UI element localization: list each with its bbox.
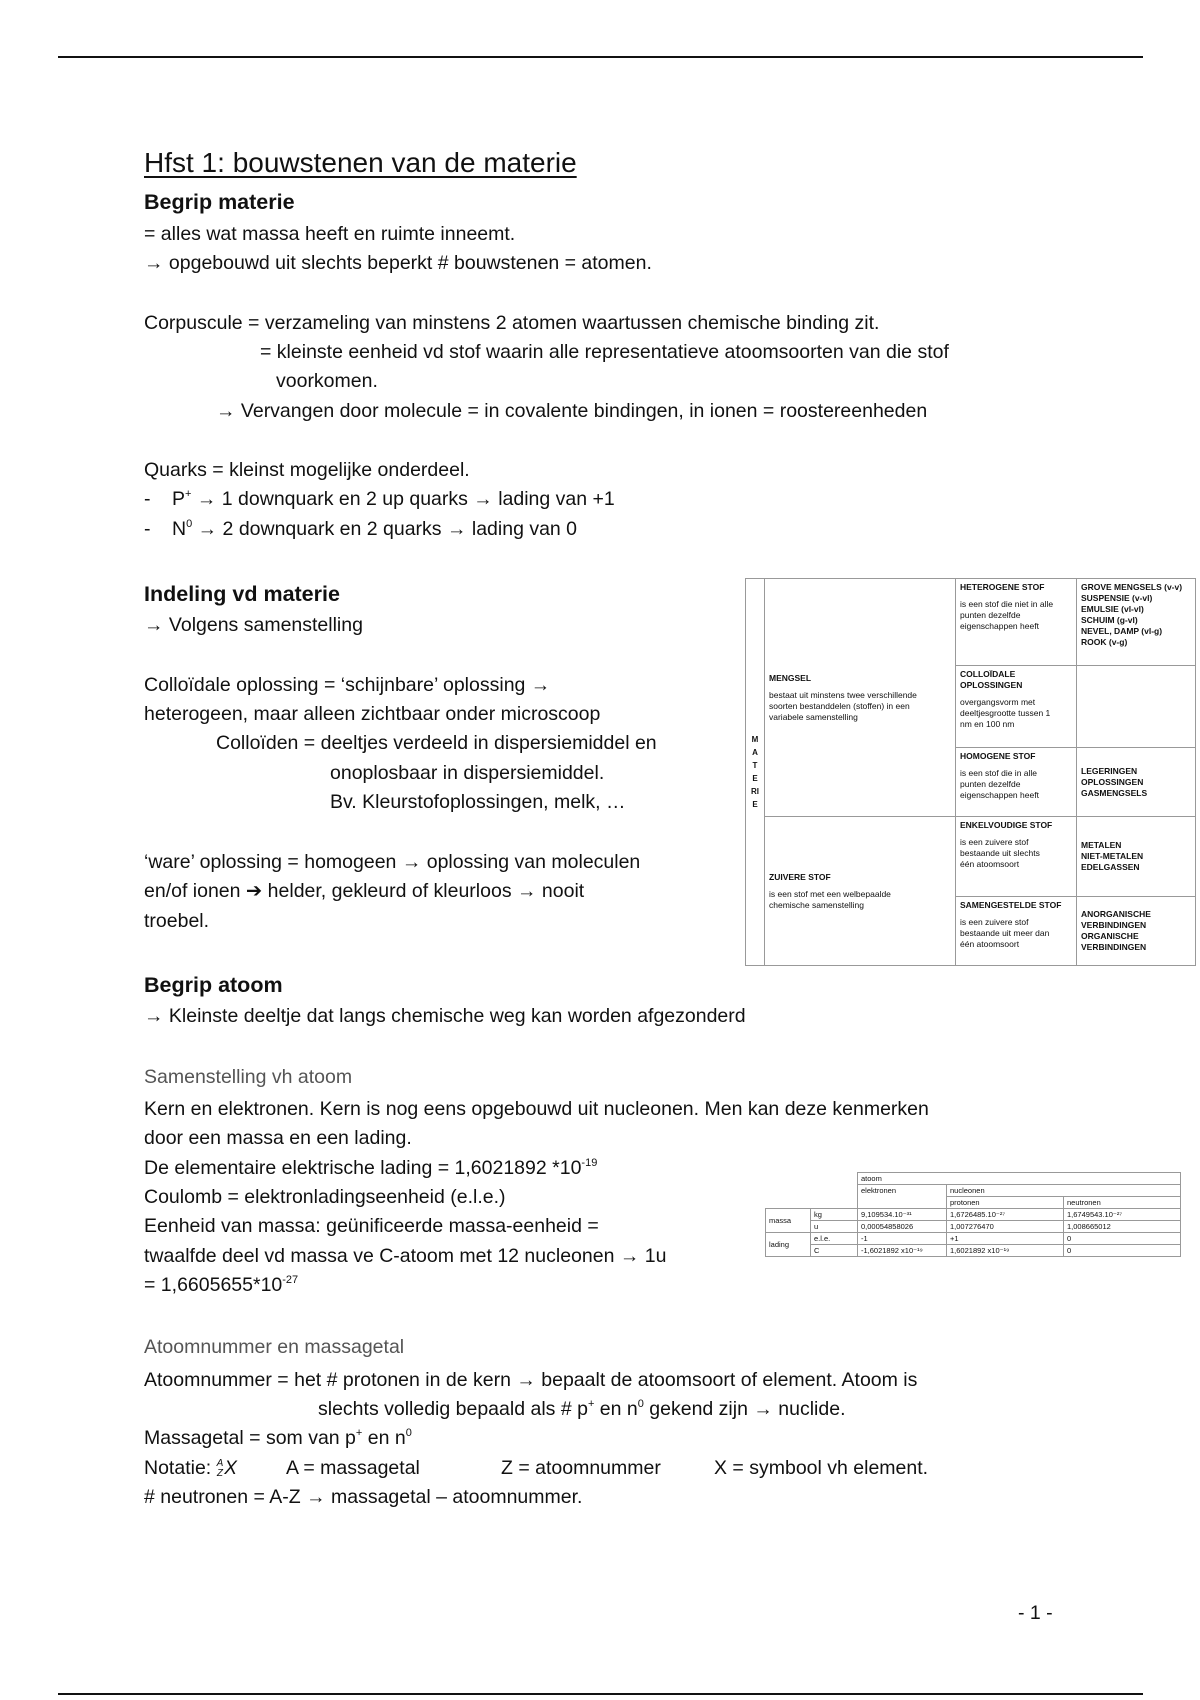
table-cell: 1,008665012 (1064, 1221, 1181, 1233)
heterogeen-cell (956, 579, 1077, 666)
neutronen-line: # neutronen = A-Z → massagetal – atoomnummer. (144, 1486, 583, 1508)
colloid-line-2: heterogeen, maar alleen zichtbaar onder microscoop (144, 703, 601, 725)
sup: + (587, 1398, 595, 1410)
table-cell: 0 (1064, 1233, 1181, 1245)
notatie-line (144, 1454, 929, 1483)
table-cell: +1 (947, 1233, 1064, 1245)
atoomnummer-line-1: Atoomnummer = het # protonen in de kern → bepaalt de atoomsoort of element. Atoom is (144, 1369, 918, 1391)
text: en n (362, 1427, 406, 1449)
samen-cell (956, 897, 1077, 966)
sup: + (355, 1427, 363, 1439)
neutron-text: → 2 downquark en 2 quarks → lading van 0 (192, 518, 578, 540)
samenstelling-line-4: Coulomb = elektronladingseenheid (e.l.e.) (144, 1186, 506, 1208)
corpuscule-line-3: voorkomen. (276, 370, 378, 392)
x-label: X = symbool vh element. (714, 1457, 929, 1479)
enkel-items (1077, 817, 1196, 897)
samen-title: SAMENGESTELDE STOF (960, 900, 1062, 910)
massa-eenheid-exponent: -27 (282, 1274, 299, 1286)
proton-charge: + (185, 488, 192, 500)
table-cell: 0,00054858026 (858, 1221, 947, 1233)
list-item: METALEN (1081, 840, 1122, 850)
samenstelling-line-5: Eenheid van massa: geünificeerde massa-eenheid = (144, 1215, 599, 1237)
lading-text: De elementaire elektrische lading = 1,6021892 *10 (144, 1157, 582, 1179)
table-cell: 1,6726485.10⁻²⁷ (947, 1209, 1064, 1221)
table-cell: -1 (858, 1233, 947, 1245)
z-label: Z = atoomnummer (501, 1457, 661, 1479)
table-cell: protonen (947, 1197, 1064, 1209)
list-item: OPLOSSINGEN (1081, 776, 1144, 787)
table-cell: 1,007276470 (947, 1221, 1064, 1233)
heterogeen-items (1077, 579, 1196, 666)
materie-vertical-text: MATERIE (751, 735, 759, 809)
top-rule (58, 56, 1143, 58)
nuclide-notation (217, 1454, 237, 1483)
table-cell: neutronen (1064, 1197, 1181, 1209)
notation-x: X (224, 1458, 237, 1479)
corpuscule-line-2: = kleinste eenheid vd stof waarin alle representatieve atoomsoorten van die stof (260, 341, 949, 363)
colloid-line-4: onoplosbaar in dispersiemiddel. (330, 762, 605, 784)
lading-exponent: -19 (581, 1157, 598, 1169)
zuivere-cell (765, 817, 956, 966)
table-cell: kg (811, 1209, 858, 1221)
a-label: A = massagetal (286, 1457, 420, 1479)
table-cell (811, 1173, 858, 1185)
colloid-desc: overgangsvorm met deeltjesgrootte tussen 1 nm en 100 nm (960, 697, 1051, 729)
list-item: ANORGANISCHE VERBINDINGEN (1081, 909, 1151, 930)
zuivere-desc: is een stof met een welbepaalde chemische samenstelling (769, 888, 891, 910)
zuivere-title: ZUIVERE STOF (769, 871, 831, 882)
colloid-line-3: Colloïden = deeltjes verdeeld in dispersiemiddel en (216, 732, 657, 754)
quarks-bullet-proton (144, 485, 615, 514)
chapter-heading: Hfst 1: bouwstenen van de materie (144, 147, 577, 178)
colloid-line-1: Colloïdale oplossing = ‘schijnbare’ oplossing → (144, 674, 551, 696)
sup: 0 (405, 1427, 412, 1439)
list-item: SUSPENSIE (v-vl) (1081, 593, 1153, 603)
enkel-desc: is een zuivere stof bestaande uit slechts één atoomsoort (960, 837, 1040, 869)
samenstelling-line-6: twaalfde deel vd massa ve C-atoom met 12 nucleonen → 1u (144, 1245, 667, 1267)
heterogeen-title: HETEROGENE STOF (960, 582, 1045, 592)
list-item: ROOK (v-g) (1081, 637, 1128, 647)
materie-classification-table (745, 578, 1196, 966)
table-row (766, 1233, 1181, 1245)
notation-z: Z (216, 1467, 224, 1479)
sup: 0 (637, 1398, 644, 1410)
bottom-rule (58, 1693, 1143, 1695)
table-cell (766, 1173, 811, 1185)
table-cell: C (811, 1245, 858, 1257)
homogeen-title: HOMOGENE STOF (960, 751, 1036, 761)
table-cell: massa (766, 1209, 811, 1233)
page-number: - 1 - (1018, 1602, 1053, 1624)
samenstelling-line-3 (144, 1154, 597, 1183)
proton-text: → 1 downquark en 2 up quarks → lading van +1 (191, 488, 615, 510)
table-cell (766, 1185, 811, 1197)
samen-items (1077, 897, 1196, 966)
massa-eenheid-text: = 1,6605655*10 (144, 1274, 283, 1296)
table-cell: 9,109534.10⁻³¹ (858, 1209, 947, 1221)
samenstelling-line-7 (144, 1271, 298, 1300)
samenstelling-line-2: door een massa en een lading. (144, 1127, 412, 1149)
colloid-items (1077, 666, 1196, 748)
section-title-atoom: Begrip atoom (144, 973, 283, 997)
subsection-title-atoomnummer: Atoomnummer en massagetal (144, 1336, 405, 1358)
table-row (766, 1245, 1181, 1257)
table-cell: 0 (1064, 1245, 1181, 1257)
table-row (766, 1221, 1181, 1233)
table-cell (766, 1197, 811, 1209)
ware-line-3: troebel. (144, 910, 210, 932)
corpuscule-line-4: → Vervangen door molecule = in covalente bindingen, in ionen = roostereenheden (216, 400, 928, 422)
list-item: GROVE MENGSELS (v-v) (1081, 582, 1183, 592)
list-item: LEGERINGEN (1081, 765, 1138, 776)
massagetal-line (144, 1424, 412, 1453)
section-title-indeling: Indeling vd materie (144, 582, 340, 606)
indeling-line-1: → Volgens samenstelling (144, 614, 363, 636)
table-cell (811, 1185, 858, 1197)
ware-line-2: en/of ionen ➔ helder, gekleurd of kleurloos → nooit (144, 880, 585, 902)
mengsel-desc: bestaat uit minstens twee verschillende soorten bestanddelen (stoffen) in een variabele samenstelling (769, 689, 917, 722)
list-item: SCHUIM (g-vl) (1081, 615, 1138, 625)
materie-line-2: → opgebouwd uit slechts beperkt # bouwstenen = atomen. (144, 252, 652, 274)
table-cell: 1,6749543.10⁻²⁷ (1064, 1209, 1181, 1221)
quarks-bullet-neutron (144, 515, 578, 544)
text: slechts volledig bepaald als # p (318, 1398, 588, 1420)
table-cell: 1,6021892 x10⁻¹⁹ (947, 1245, 1064, 1257)
ware-line-1: ‘ware’ oplossing = homogeen → oplossing van moleculen (144, 851, 641, 873)
colloid-title: COLLOÏDALE OPLOSSINGEN (960, 669, 1023, 690)
proton-symbol: P (172, 488, 186, 510)
homogeen-desc: is een stof die in alle punten dezelfde eigenschappen heeft (960, 768, 1039, 800)
mengsel-title: MENGSEL (769, 672, 812, 683)
table-row (766, 1209, 1181, 1221)
table-cell: elektronen (858, 1185, 947, 1209)
table-cell: lading (766, 1233, 811, 1257)
neutron-symbol: N (172, 518, 187, 540)
particle-table (765, 1172, 1181, 1257)
table-cell: -1,6021892 x10⁻¹⁹ (858, 1245, 947, 1257)
colloid-cell (956, 666, 1077, 748)
atoom-line-1: → Kleinste deeltje dat langs chemische weg kan worden afgezonderd (144, 1005, 746, 1027)
corpuscule-line-1: Corpuscule = verzameling van minstens 2 atomen waartussen chemische binding zit. (144, 312, 880, 334)
samenstelling-line-1: Kern en elektronen. Kern is nog eens opgebouwd uit nucleonen. Men kan deze kenmerken (144, 1098, 929, 1120)
list-item: NEVEL, DAMP (vl-g) (1081, 626, 1163, 636)
list-item: ORGANISCHE VERBINDINGEN (1081, 931, 1147, 952)
colloid-line-5: Bv. Kleurstofoplossingen, melk, … (330, 791, 626, 813)
enkel-title: ENKELVOUDIGE STOF (960, 820, 1053, 830)
table-cell: nucleonen (947, 1185, 1181, 1197)
materie-line-1: = alles wat massa heeft en ruimte inneemt. (144, 223, 516, 245)
text: en n (594, 1398, 638, 1420)
text: gekend zijn → nuclide. (643, 1398, 846, 1420)
table-cell: u (811, 1221, 858, 1233)
section-title-materie: Begrip materie (144, 190, 295, 214)
subsection-title-samenstelling: Samenstelling vh atoom (144, 1066, 353, 1088)
heterogeen-desc: is een stof die niet in alle punten dezelfde eigenschappen heeft (960, 599, 1054, 631)
list-item: EMULSIE (vl-vl) (1081, 604, 1144, 614)
bullet-dash: - (144, 488, 151, 510)
notation-a: A (216, 1457, 224, 1469)
homogeen-cell (956, 748, 1077, 817)
quarks-line-1: Quarks = kleinst mogelijke onderdeel. (144, 459, 470, 481)
neutron-charge: 0 (186, 518, 193, 530)
enkel-cell (956, 817, 1077, 897)
list-item: NIET-METALEN (1081, 851, 1144, 861)
text: Massagetal = som van p (144, 1427, 356, 1449)
list-item: GASMENGSELS (1081, 787, 1148, 798)
table-cell (811, 1197, 858, 1209)
samen-desc: is een zuivere stof bestaande uit meer dan één atoomsoort (960, 917, 1050, 949)
list-item: EDELGASSEN (1081, 862, 1140, 872)
table-cell: e.l.e. (811, 1233, 858, 1245)
notatie-label: Notatie: (144, 1457, 212, 1479)
homogeen-items (1077, 748, 1196, 817)
mengsel-cell (765, 579, 956, 817)
atoomnummer-line-2 (318, 1395, 846, 1424)
bullet-dash: - (144, 518, 151, 540)
table-cell: atoom (858, 1173, 1181, 1185)
materie-vertical-label (746, 579, 765, 966)
